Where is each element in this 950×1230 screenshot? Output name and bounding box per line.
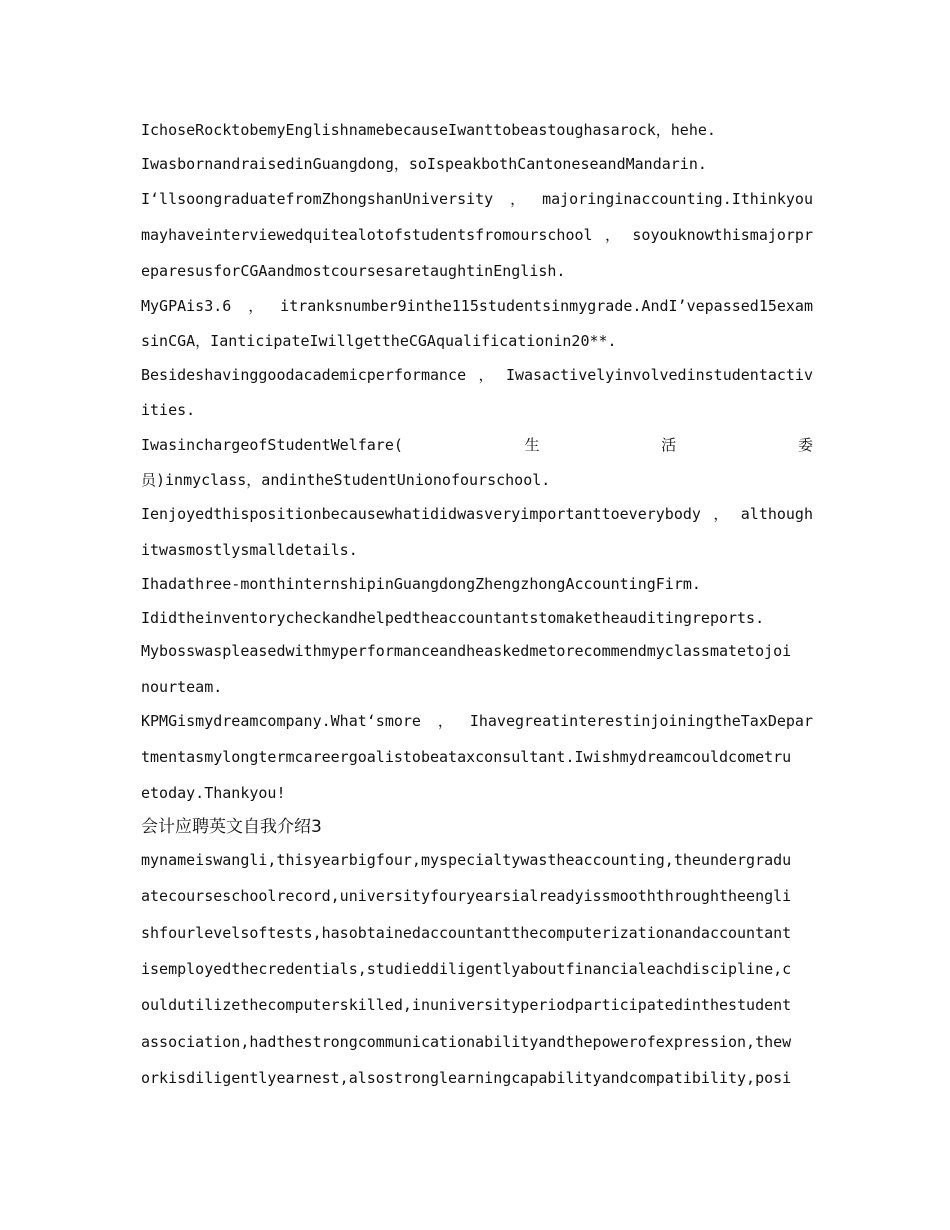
text-line: mynameiswangli,thisyearbigfour,myspecialtywastheaccounting,theundergradu	[141, 851, 792, 869]
text-segment: 生	[524, 436, 540, 454]
text-line: ities.	[141, 401, 196, 419]
text-line: isemployedthecredentials,studieddiligentlyaboutfinancialeachdiscipline,c	[141, 960, 792, 978]
text-line: orkisdiligentlyearnest,alsostronglearningcapabilityandcompatibility,posi	[141, 1069, 792, 1087]
text-line-student-welfare	[141, 435, 813, 455]
text-line: IchoseRocktobemyEnglishnamebecauseIwanttobeastoughasarock，hehe.	[141, 121, 716, 139]
text-line: mayhaveinterviewedquitealotofstudentsfromourschool，soyouknowthismajorpr	[141, 226, 813, 244]
text-line: KPMGismydreamcompany.What‘smore，IhavegreatinterestinjoiningtheTaxDepar	[141, 712, 813, 730]
text-line: Ididtheinventorycheckandhelpedtheaccountantstomaketheauditingreports.	[141, 609, 765, 627]
text-line: Ihadathree-monthinternshipinGuangdongZhengzhongAccountingFirm.	[141, 575, 701, 593]
text-line: I‘llsoongraduatefromZhongshanUniversity，majoringinaccounting.Ithinkyou	[141, 190, 813, 208]
text-line: IwasbornandraisedinGuangdong，soIspeakbothCantoneseandMandarin.	[141, 155, 707, 173]
text-line: ouldutilizethecomputerskilled,inuniversityperiodparticipatedinthestudent	[141, 996, 792, 1014]
text-line: tmentasmylongtermcareergoalistobeataxconsultant.Iwishmydreamcouldcometru	[141, 748, 792, 766]
text-line: Ienjoyedthispositionbecausewhatididwasveryimportanttoeverybody，although	[141, 505, 813, 523]
text-line: sinCGA，IanticipateIwillgettheCGAqualificationin20**.	[141, 332, 617, 350]
text-line: Mybosswaspleasedwithmyperformanceandheaskedmetorecommendmyclassmatetojoi	[141, 642, 792, 660]
text-line: association,hadthestrongcommunicationabilityandthepowerofexpression,thew	[141, 1033, 792, 1051]
text-line: Besideshavinggoodacademicperformance，Iwasactivelyinvolvedinstudentactiv	[141, 366, 813, 384]
section-heading: 会计应聘英文自我介绍3	[141, 817, 322, 837]
text-line: 员)inmyclass，andintheStudentUnionofourschool.	[141, 471, 551, 489]
text-segment: 活	[661, 436, 677, 454]
text-line: atecourseschoolrecord,universityfouryearsialreadyissmooththroughtheengli	[141, 887, 792, 905]
text-line: MyGPAis3.6，itranksnumber9inthe115studentsinmygrade.AndI’vepassed15exam	[141, 297, 813, 315]
text-line: itwasmostlysmalldetails.	[141, 541, 358, 559]
text-line: nourteam.	[141, 678, 223, 696]
text-line: etoday.Thankyou!	[141, 784, 286, 802]
text-line: shfourlevelsoftests,hasobtainedaccountantthecomputerizationandaccountant	[141, 924, 792, 942]
text-segment: IwasinchargeofStudentWelfare(	[141, 436, 403, 454]
text-line: eparesusforCGAandmostcoursesaretaughtinEnglish.	[141, 262, 566, 280]
text-segment: 委	[797, 436, 813, 454]
